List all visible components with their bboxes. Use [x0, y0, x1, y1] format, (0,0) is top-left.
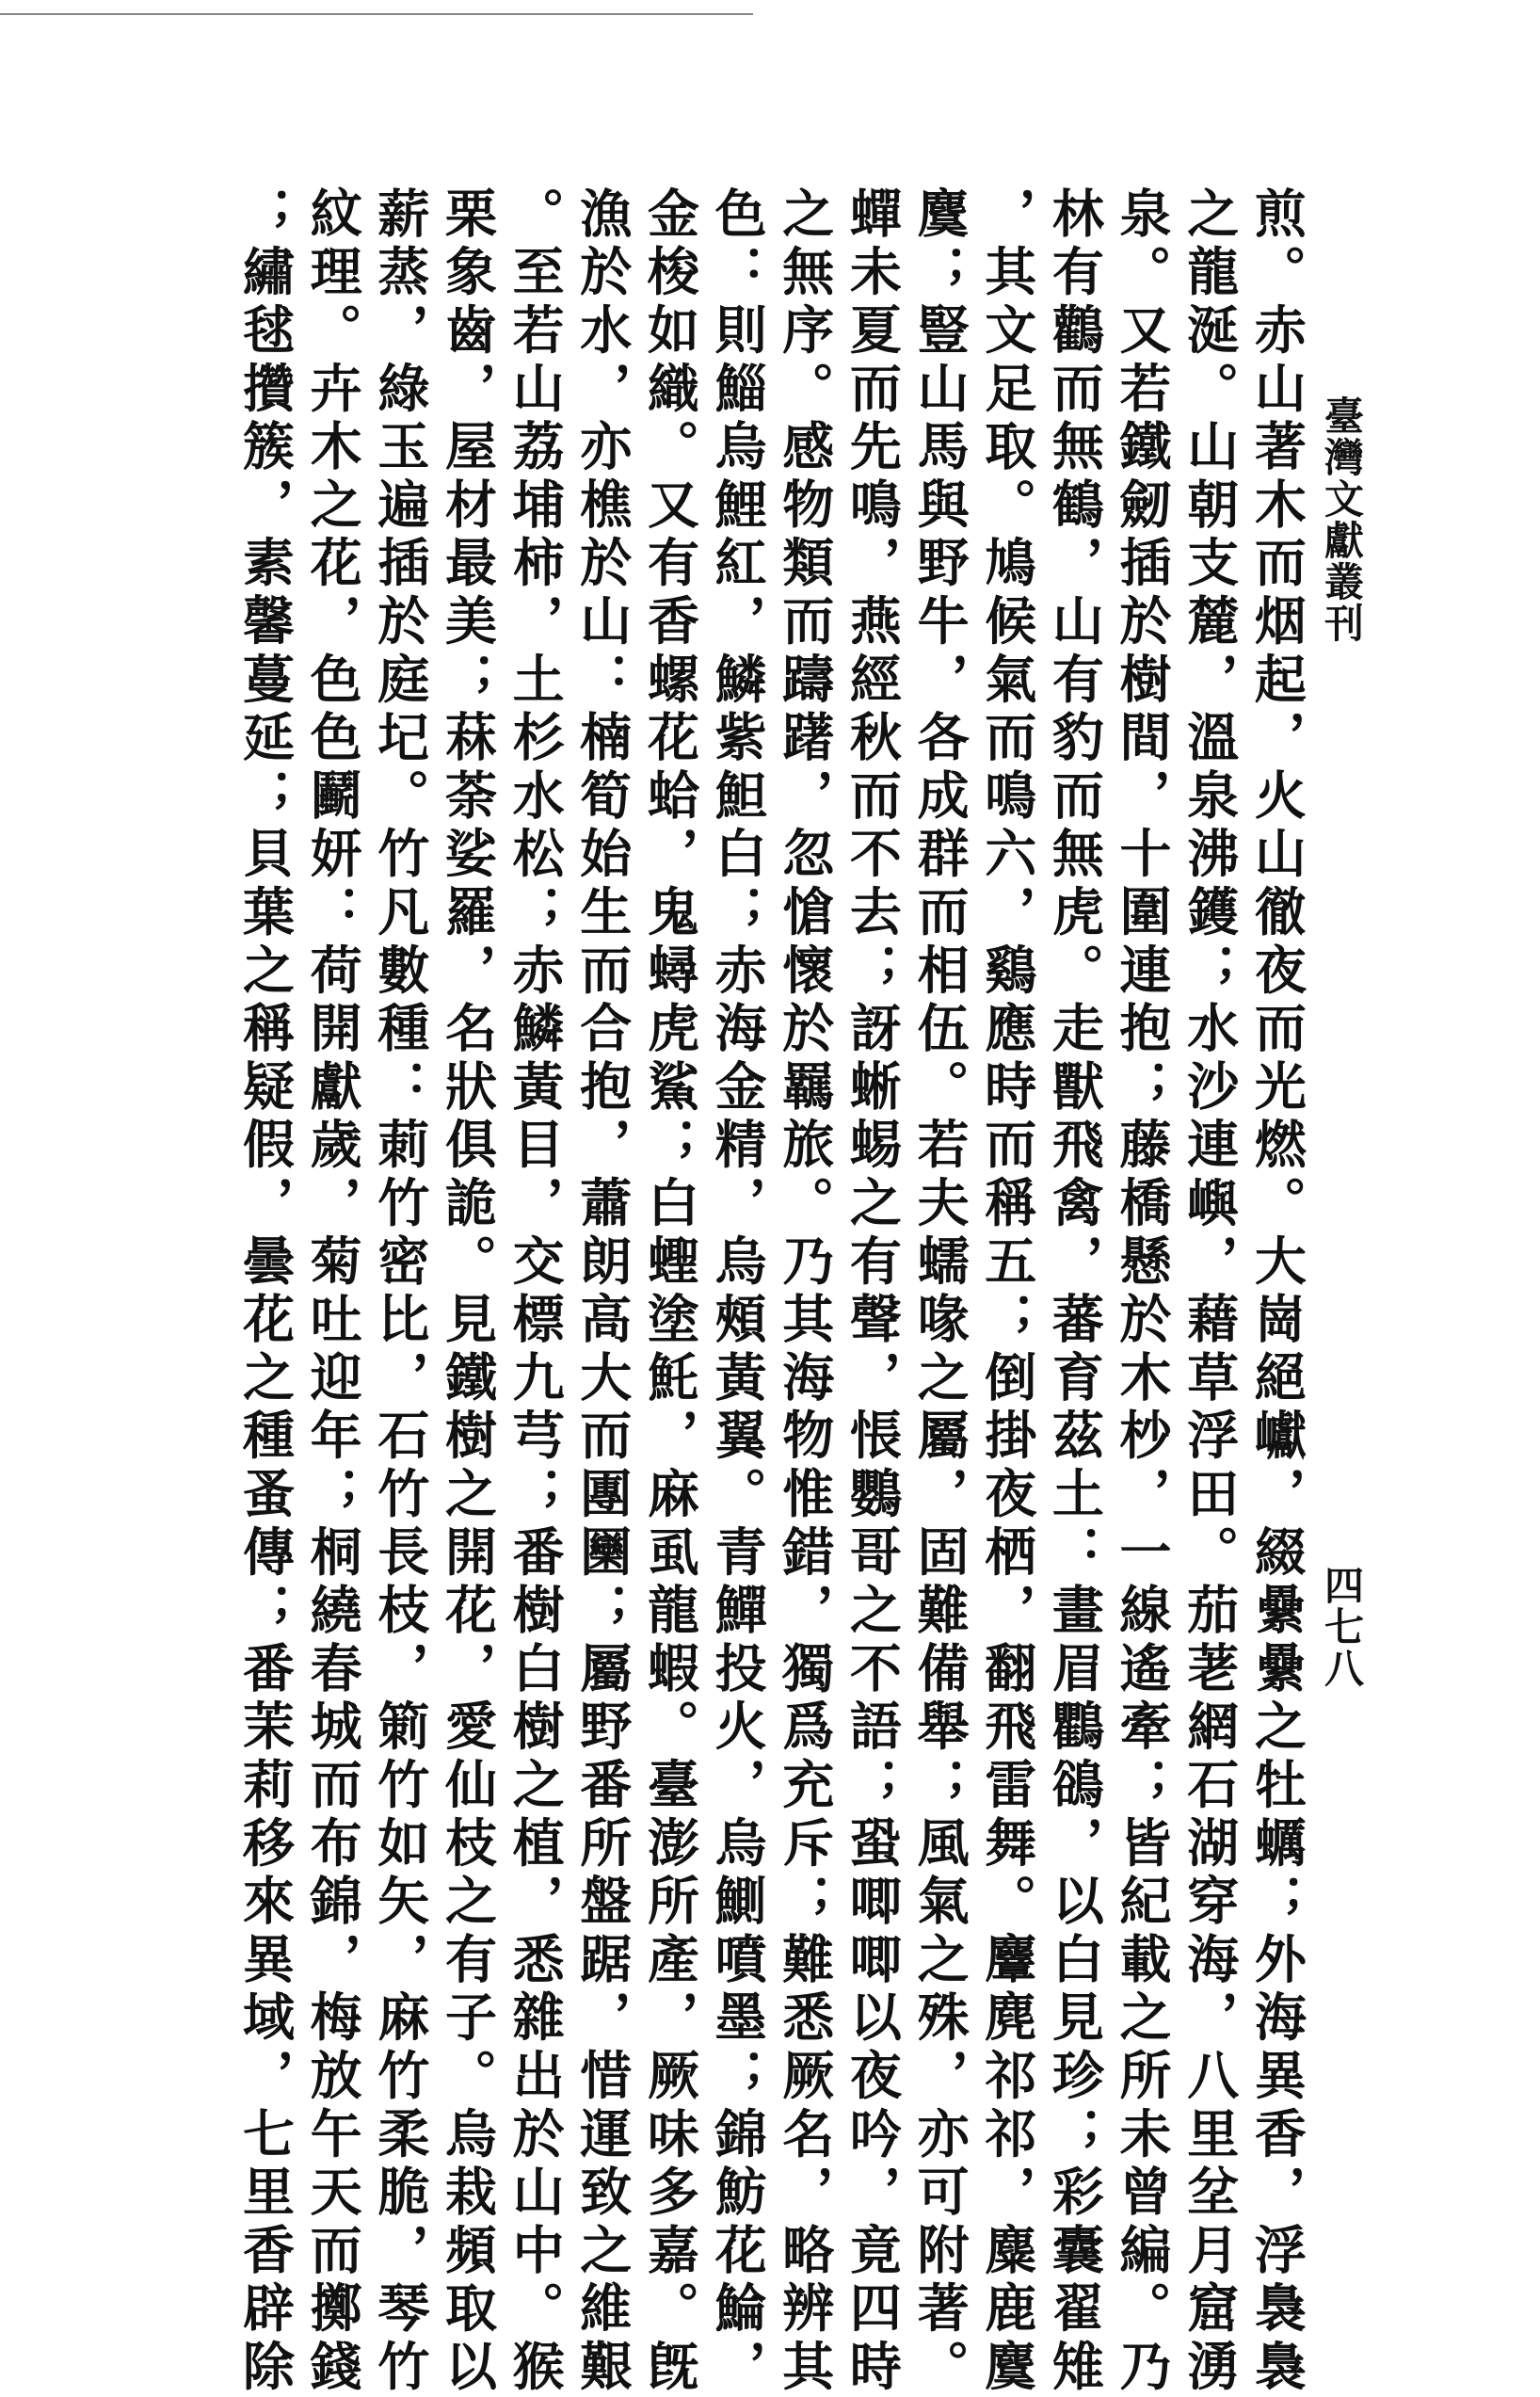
text-column-3: 泉。又若鐵劒插於樹間，十圍連抱；藤橋懸於木杪，一線遙牽；皆紀載之所未曾編。乃: [1111, 186, 1173, 2397]
text-column-15: 紋理。卉木之花，色色鬬妍：荷開獻歲，菊吐迎年；桐繞春城而布錦，梅放午天而擲錢: [301, 186, 363, 2397]
text-column-5: ，其文足取。鳩候氣而鳴六，鷄應時而稱五；倒掛夜栖，翻飛雷舞。麞麂祁祁，麋鹿麌: [976, 186, 1038, 2397]
text-column-14: 薪蒸，綠玉遍插於庭圮。竹凡數種：莿竹密比，石竹長枝，箣竹如矢，麻竹柔脆，琴竹: [369, 186, 431, 2397]
text-column-8: 之無序。感物類而躊躇，忽愴懷於羈旅。乃其海物惟錯，獨爲充斥；難悉厥名，略辨其: [774, 186, 836, 2397]
body-text: [234, 186, 1307, 2397]
text-column-11: 漁於水，亦樵於山：楠筍始生而合抱，蕭朗高大而團圞；屬野番所盤踞，惜運致之維艱: [571, 186, 634, 2397]
top-rule: [0, 13, 753, 15]
text-column-13: 栗象齒，屋材最美；菻荼娑羅，名狀俱詭。見鐵樹之開花，愛仙枝之有子。烏栽頻取以: [436, 186, 498, 2397]
text-column-2: 之龍涎。山朝支麓，溫泉沸鑊；水沙連嶼，藉草浮田。茄荖網石湖穿海，八里坌月窟湧: [1179, 186, 1241, 2397]
text-column-7: 蟬未夏而先鳴，燕經秋而不去；訝蜥蜴之有聲，悵鸚哥之不語；蛩唧唧以夜吟，竟四時: [841, 186, 903, 2397]
text-column-9: 色：則鯔烏鯉紅，鱗紫䱇白；赤海金精，烏頰黃翼。青鱓投火，烏鰂噴墨；錦魴花鯩，: [706, 186, 768, 2397]
page-number: 四七八: [1319, 1565, 1365, 1689]
text-column-16: ；繡毬攢簇，素馨蔓延；貝葉之稱疑假，曇花之種蚤傳；番茉莉移來異域，七里香辟除: [234, 186, 296, 2397]
text-column-4: 林有鸛而無鶴，山有豹而無虎。走獸飛禽，蕃育茲土：畫眉鸜鵒，以白見珍；彩囊翟雉: [1043, 186, 1105, 2397]
text-column-10: 金梭如織。又有香螺花蛤，鬼蟳虎鯊；白蟶塗魠，麻虱龍蝦。臺澎所產，厥味多嘉。旣: [638, 186, 700, 2397]
text-column-6: 麌；豎山馬與野牛，各成群而相伍。若夫蠕喙之屬，固難備舉；風氣之殊，亦可附著。: [908, 186, 971, 2397]
text-column-12: 。至若山荔埔柿，土杉水松；赤鱗黃目，交標九芎；番樹白樹之植，悉雜出於山中。猴: [504, 186, 566, 2397]
text-column-1: 煎。赤山著木而烟起，火山徹夜而光燃。大崗絕巘，綴纍纍之牡蠣；外海異香，浮裊裊: [1245, 186, 1307, 2397]
running-head-title: 臺灣文獻叢刊: [1319, 395, 1365, 644]
